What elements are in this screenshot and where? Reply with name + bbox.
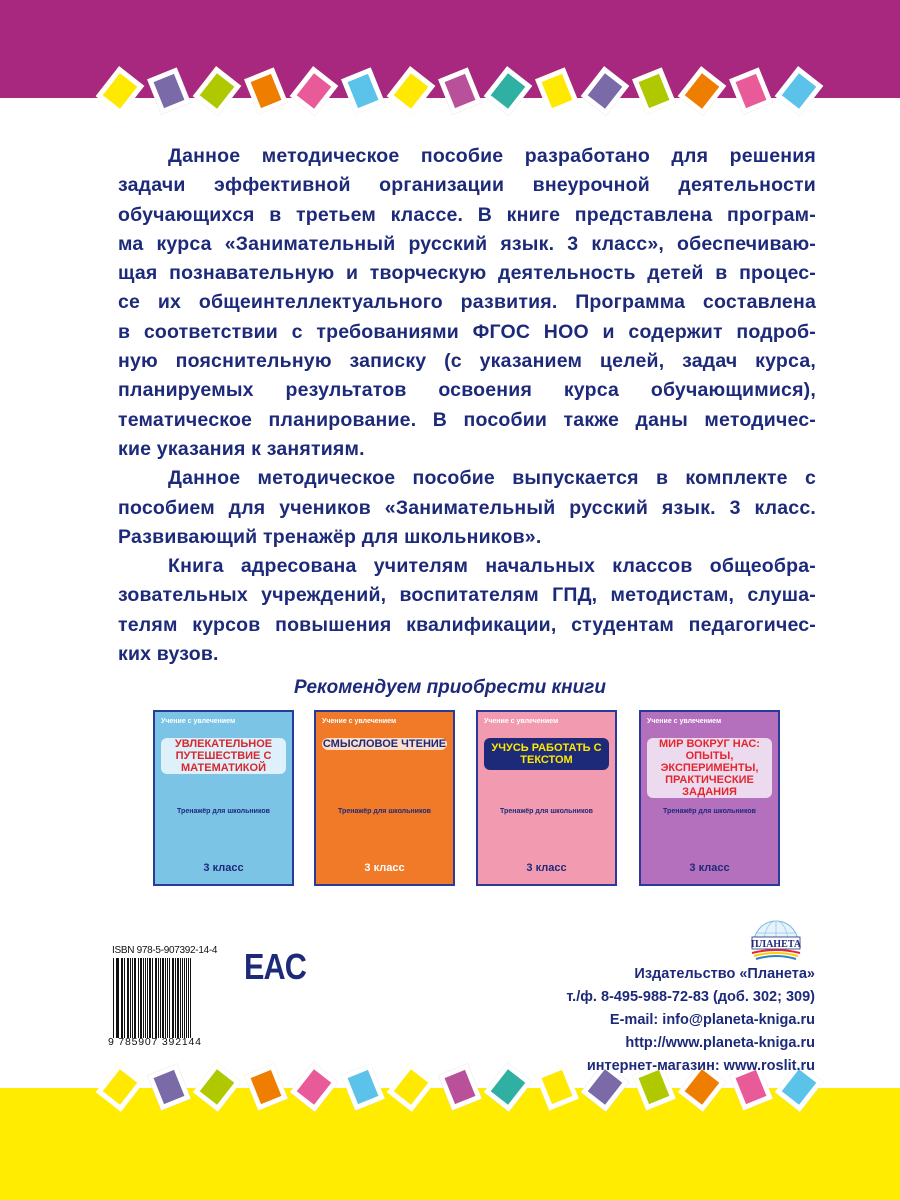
barcode-bar [155, 958, 156, 1038]
barcode-bar [128, 958, 129, 1038]
contact-link[interactable]: http://www.planeta-kniga.ru [625, 1035, 815, 1051]
barcode-bar [134, 958, 135, 1038]
book-subtitle: Тренажёр для школьников [663, 808, 756, 815]
text-line: обучающихся в третьем классе. В книге представлена програм- [118, 203, 816, 226]
paragraph [118, 552, 816, 669]
barcode-bar [167, 958, 168, 1038]
book-series: Учение с увлечением [161, 718, 236, 725]
contact-link[interactable]: интернет-магазин: www.roslit.ru [586, 1058, 815, 1074]
book-subtitle: Тренажёр для школьников [177, 808, 270, 815]
isbn: ISBN 978-5-907392-14-4 [112, 945, 218, 956]
book-description [118, 142, 816, 669]
text-line: Книга адресована учителям начальных классов общеобра- [168, 555, 816, 578]
book-series: Учение с увлечением [647, 718, 722, 725]
recommended-book-cover[interactable] [639, 710, 780, 886]
recommended-book-cover[interactable] [153, 710, 294, 886]
text-line: задачи эффективной организации внеурочной деятельности [118, 174, 816, 197]
book-grade: 3 класс [203, 862, 244, 874]
barcode-bar [118, 958, 119, 1038]
paragraph [118, 464, 816, 552]
barcode [113, 958, 191, 1038]
barcode-bar [186, 958, 187, 1038]
text-line: кие указания к занятиям. [118, 437, 365, 460]
publisher-contacts [566, 963, 815, 1078]
barcode-bar [160, 958, 161, 1038]
text-line: ма курса «Занимательный русский язык. 3 класс», обеспечиваю- [118, 232, 816, 255]
recommended-book-cover[interactable] [314, 710, 455, 886]
text-line: Развивающий тренажёр для школьников». [118, 525, 542, 548]
contact-line: Издательство «Планета» [634, 966, 815, 982]
text-line: се их общеинтеллектуального развития. Программа составлена [118, 291, 816, 314]
barcode-bar [152, 958, 153, 1038]
barcode-bar [178, 958, 179, 1038]
text-line: Данное методическое пособие выпускается в комплекте с [168, 467, 816, 490]
book-title: УВЛЕКАТЕЛЬНОЕ ПУТЕШЕСТВИЕ С МАТЕМАТИКОЙ [161, 738, 286, 774]
paragraph [118, 142, 816, 464]
book-subtitle: Тренажёр для школьников [338, 808, 431, 815]
recommended-book-cover[interactable] [476, 710, 617, 886]
eac-mark: EAC [244, 946, 307, 987]
recommend-heading: Рекомендуем приобрести книги [294, 677, 606, 698]
text-line: щая познавательную и творческую деятельность детей в процес- [118, 262, 816, 285]
book-title: УЧУСЬ РАБОТАТЬ С ТЕКСТОМ [484, 738, 609, 770]
barcode-bar [184, 958, 185, 1038]
publisher-logo-icon [744, 913, 808, 963]
contact-link[interactable]: E-mail: info@planeta-kniga.ru [609, 1012, 815, 1028]
book-grade: 3 класс [526, 862, 567, 874]
text-line: тематическое планирование. В пособии также даны методичес- [118, 408, 816, 431]
barcode-bar [143, 958, 144, 1038]
book-grade: 3 класс [689, 862, 730, 874]
book-series: Учение с увлечением [322, 718, 397, 725]
book-title: СМЫСЛОВОЕ ЧТЕНИЕ [322, 738, 447, 750]
barcode-bar [173, 958, 174, 1038]
text-line: пособием для учеников «Занимательный русский язык. 3 класс. [118, 496, 816, 519]
book-subtitle: Тренажёр для школьников [500, 808, 593, 815]
book-series: Учение с увлечением [484, 718, 559, 725]
barcode-bar [135, 958, 136, 1038]
book-grade: 3 класс [364, 862, 405, 874]
barcode-bar [145, 958, 146, 1038]
text-line: телям курсов повышения квалификации, студентам педагогичес- [118, 613, 816, 636]
barcode-bar [165, 958, 166, 1038]
text-line: в соответствии с требованиями ФГОС НОО и содержит подроб- [118, 320, 816, 343]
text-line: зовательных учреждений, воспитателям ГПД, методистам, слуша- [118, 584, 816, 607]
barcode-number: 9 785907 392144 [108, 1036, 202, 1048]
text-line: Данное методическое пособие разработано для решения [168, 145, 816, 167]
barcode-bar [122, 958, 123, 1038]
svg-text:ПЛАНЕТА: ПЛАНЕТА [750, 939, 802, 950]
contact-line: т./ф. 8-495-988-72-83 (доб. 302; 309) [566, 989, 815, 1005]
text-line: ких вузов. [118, 643, 219, 666]
text-line: планируемых результатов освоения курса обучающимися), [118, 379, 816, 402]
text-line: ную пояснительную записку (с указанием целей, задач курса, [118, 350, 816, 373]
barcode-bar [113, 958, 114, 1038]
book-title: МИР ВОКРУГ НАС: ОПЫТЫ, ЭКСПЕРИМЕНТЫ, ПРАКТИЧЕСКИЕ ЗАДАНИЯ [647, 738, 772, 798]
